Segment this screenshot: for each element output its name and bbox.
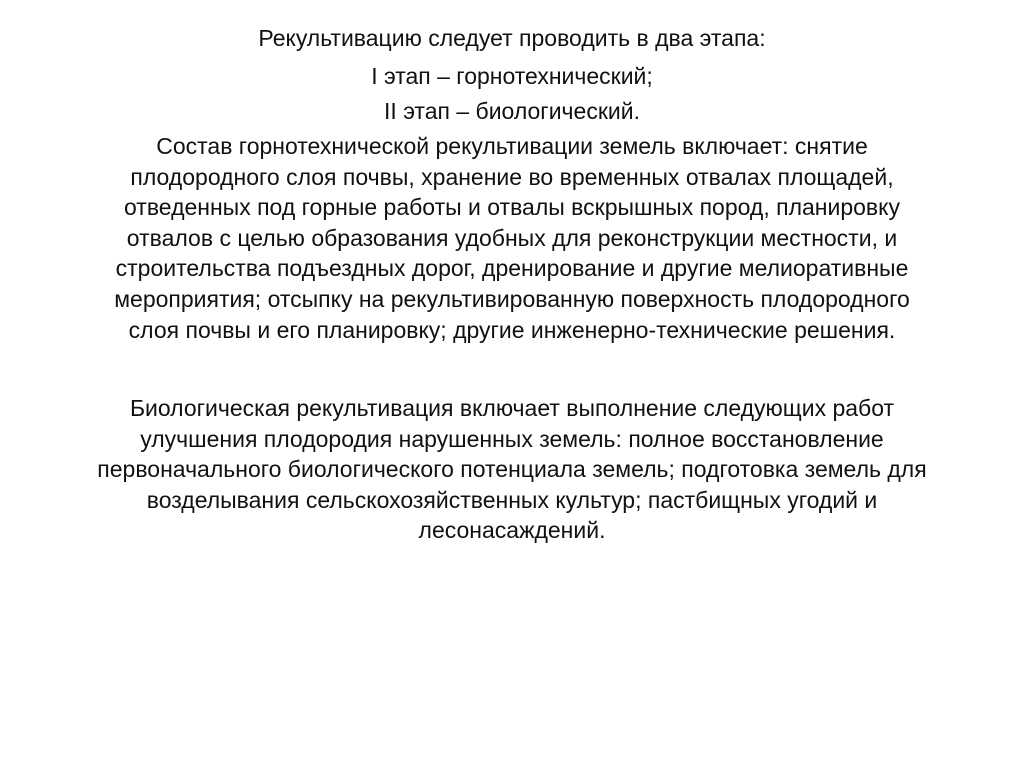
intro-heading: Рекультивацию следует проводить в два этапа: <box>258 25 766 51</box>
biological-line: Биологическая рекультивация включает выполнение следующих работ <box>129 395 895 421</box>
stage-1-line: I этап – горнотехнический; <box>371 63 653 89</box>
biological-line: первоначального биологического потенциала земель; подготовка земель для <box>97 456 927 483</box>
technical-line: мероприятия; отсыпку на рекультивированную поверхность плодородного <box>114 285 910 312</box>
technical-line: строительства подъездных дорог, дренирование и другие мелиоративные <box>115 255 909 282</box>
biological-line: лесонасаждений. <box>418 517 606 544</box>
stage-2-line: II этап – биологический. <box>384 98 640 124</box>
technical-line: слоя почвы и его планировку; другие инженерно-технические решения. <box>128 316 896 343</box>
technical-line: отведенных под горные работы и отвалы вскрышных пород, планировку <box>124 194 900 221</box>
technical-paragraph <box>0 131 1024 345</box>
technical-line: плодородного слоя почвы, хранение во временных отвалах площадей, <box>130 163 894 190</box>
biological-paragraph <box>0 393 1024 546</box>
technical-line: отвалов с целью образования удобных для реконструкции местности, и <box>126 224 898 251</box>
biological-line: возделывания сельскохозяйственных культур; пастбищных угодий и <box>146 486 878 513</box>
biological-line: улучшения плодородия нарушенных земель: полное восстановление <box>140 425 884 452</box>
technical-line: Состав горнотехнической рекультивации земель включает: снятие <box>156 133 868 159</box>
